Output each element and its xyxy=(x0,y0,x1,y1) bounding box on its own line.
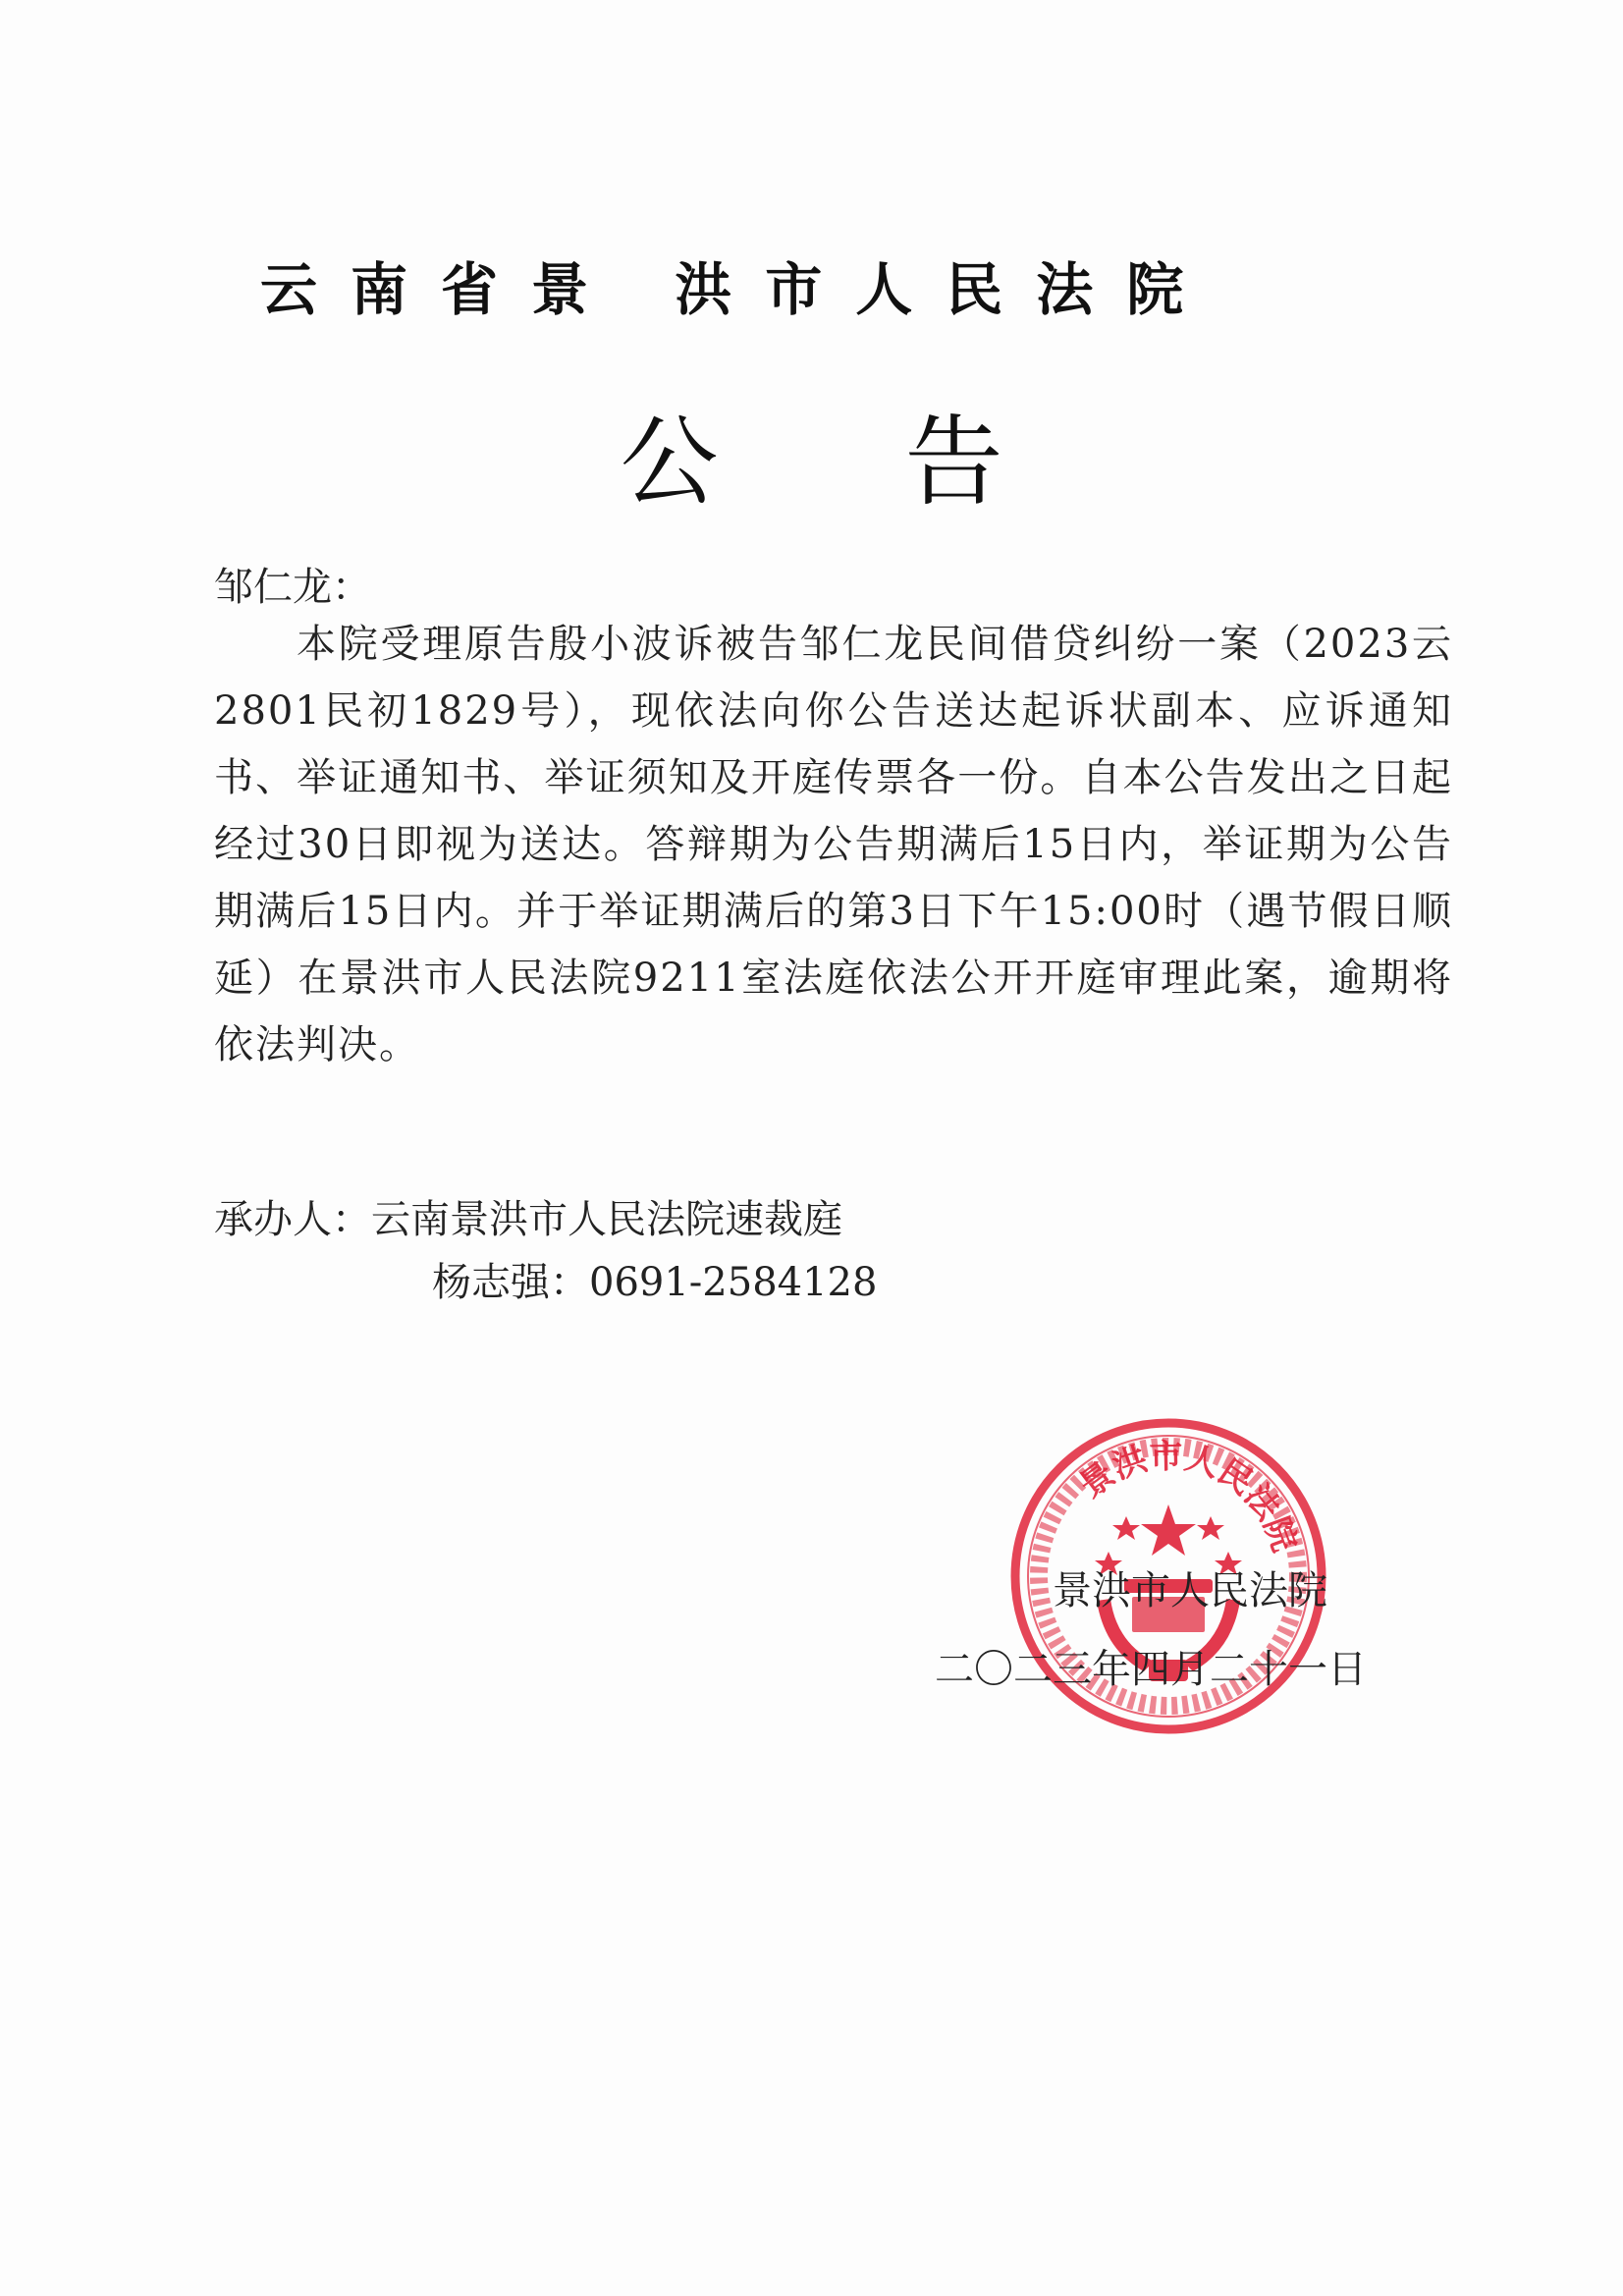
handler-department: 云南景洪市人民法院速裁庭 xyxy=(371,1197,842,1242)
signature-court: 景洪市人民法院 xyxy=(1053,1568,1327,1613)
notice-body: 本院受理原告殷小波诉被告邹仁龙民间借贷纠纷一案（2023云2801民初1829号），现依法向你公告送达起诉状副本、应诉通知书、举证通知书、举证须知及开庭传票各一份。自本公告发出之日起经过30日即视为送达。答辩期为公告期满后15日内，举证期为公告期满后15日内。并于举证期满后的第3日下午15:00时（遇节假日顺延）在景洪市人民法院9211室法庭依法公开开庭审理此案，逾期将依法判决。 xyxy=(214,622,1453,1067)
notice-title-text: 公告 xyxy=(620,405,1190,519)
seal-arc-text: 景洪市人民法院 xyxy=(1072,1437,1305,1558)
handler-line xyxy=(214,1188,842,1244)
svg-text:景洪市人民法院 xyxy=(1072,1437,1304,1557)
handler-contact: 杨志强：0691-2584128 xyxy=(432,1260,878,1305)
notice-title xyxy=(0,383,1623,524)
court-name-heading: 云南省景 洪市人民法院 xyxy=(260,256,1217,323)
addressee: 邹仁龙： xyxy=(214,565,371,610)
signature-date: 二〇二三年四月二十一日 xyxy=(935,1647,1367,1692)
handler-label: 承办人： xyxy=(214,1197,371,1242)
